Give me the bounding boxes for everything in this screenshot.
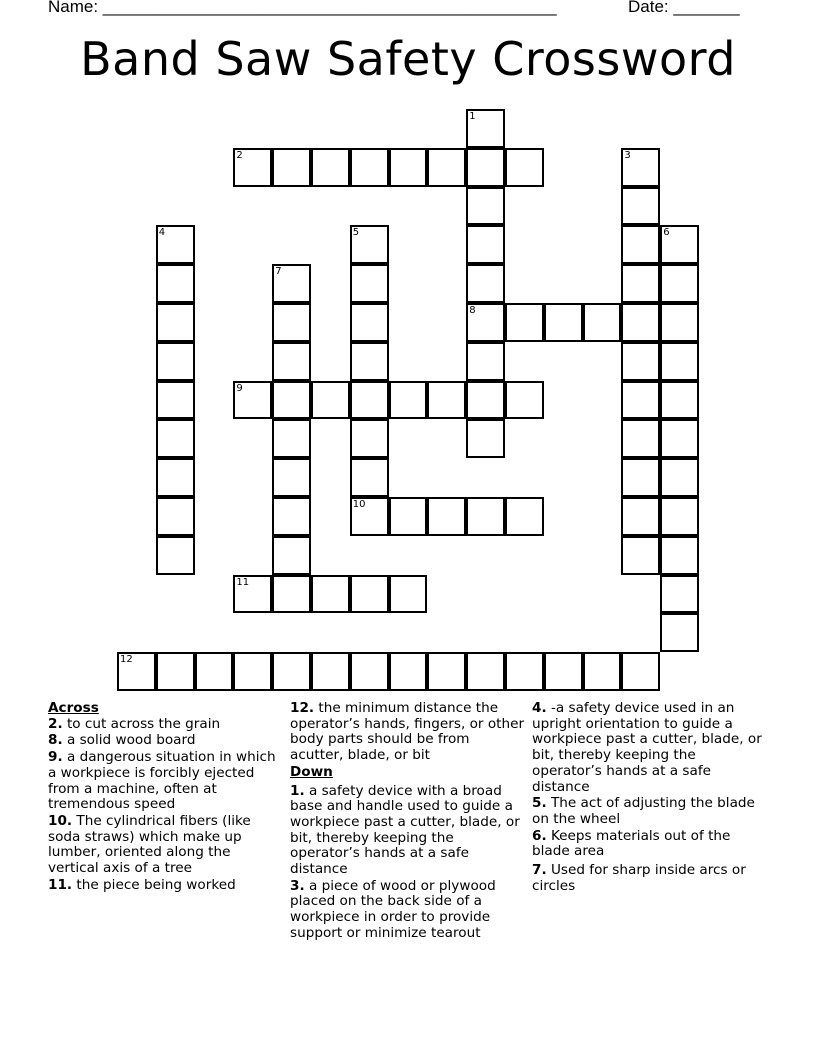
- crossword-cell[interactable]: [427, 381, 466, 420]
- cell-number: 4: [158, 227, 166, 239]
- crossword-cell[interactable]: [544, 303, 583, 342]
- clue-across-12: [290, 701, 526, 764]
- crossword-cell[interactable]: [621, 148, 660, 187]
- cell-number: 9: [236, 382, 243, 394]
- date-field-label: Date: _______: [628, 0, 740, 16]
- clue-number: 12.: [290, 700, 315, 716]
- crossword-cell[interactable]: [621, 187, 660, 226]
- crossword-cell[interactable]: [350, 419, 389, 458]
- crossword-cell[interactable]: [660, 264, 699, 303]
- clue-across-2: [48, 717, 284, 733]
- crossword-cell[interactable]: [389, 575, 428, 614]
- clues-column-2: [290, 701, 526, 943]
- cell-number: 5: [352, 227, 360, 239]
- crossword-cell[interactable]: [389, 381, 428, 420]
- crossword-cell[interactable]: [272, 303, 311, 342]
- crossword-cell[interactable]: [466, 148, 505, 187]
- clue-down-1: [290, 784, 526, 878]
- crossword-cell[interactable]: [350, 264, 389, 303]
- crossword-cell[interactable]: [350, 458, 389, 497]
- crossword-cell[interactable]: [156, 303, 195, 342]
- crossword-cell[interactable]: [505, 652, 544, 691]
- crossword-cell[interactable]: [233, 652, 272, 691]
- crossword-cell[interactable]: [156, 497, 195, 536]
- clue-down-3: [290, 879, 526, 942]
- crossword-cell[interactable]: [466, 497, 505, 536]
- cell-number: 1: [469, 111, 476, 122]
- page-title: Band Saw Safety Crossword: [80, 32, 736, 86]
- crossword-cell[interactable]: [466, 109, 505, 148]
- crossword-cell[interactable]: [311, 575, 350, 614]
- clue-text: the minimum distance the operator’s hands, fingers, or other body parts should be from acutter, blade, or bit: [290, 700, 525, 764]
- crossword-cell[interactable]: [660, 381, 699, 420]
- clue-text: The cylindrical fibers (like soda straws) which make up lumber, oriented along the vertical axis of a tree: [48, 812, 251, 877]
- crossword-cell[interactable]: [660, 342, 699, 381]
- crossword-cell[interactable]: [389, 652, 428, 691]
- crossword-cell[interactable]: [466, 187, 505, 226]
- crossword-cell[interactable]: [156, 264, 195, 303]
- clue-text: the piece being worked: [72, 876, 236, 893]
- crossword-cell[interactable]: [427, 148, 466, 187]
- cell-number: 7: [275, 266, 282, 278]
- clue-number: 5.: [532, 795, 547, 812]
- crossword-cell[interactable]: [350, 381, 389, 420]
- clue-text: a piece of wood or plywood placed on the back side of a workpiece in order to provide support or minimize tearout: [290, 877, 496, 941]
- crossword-cell[interactable]: [350, 225, 389, 264]
- clue-across-9: [48, 750, 284, 813]
- crossword-cell[interactable]: [466, 419, 505, 458]
- clue-down-4: [532, 701, 768, 795]
- cell-number: 11: [236, 576, 250, 588]
- crossword-cell[interactable]: [621, 458, 660, 497]
- cell-number: 6: [663, 227, 670, 239]
- clue-text: to cut across the grain: [62, 715, 221, 732]
- cell-number: 12: [120, 654, 133, 666]
- crossword-cell[interactable]: [272, 148, 311, 187]
- crossword-cell[interactable]: [505, 303, 544, 342]
- clue-across-8: [48, 733, 284, 749]
- cell-number: 2: [236, 149, 243, 161]
- crossword-cell[interactable]: [660, 536, 699, 575]
- clue-number: 10.: [48, 812, 73, 829]
- cell-number: 3: [624, 149, 631, 161]
- clues-column-3: [532, 701, 768, 895]
- crossword-cell[interactable]: [621, 303, 660, 342]
- crossword-cell[interactable]: [350, 575, 389, 614]
- crossword-cell[interactable]: [156, 381, 195, 420]
- clue-number: 2.: [48, 715, 63, 732]
- clue-text: a safety device with a broad base and handle used to guide a workpiece past a cutter, blade, or bit, thereby keeping the operator’s hands at a safe distance: [290, 782, 520, 878]
- across-heading: Across: [48, 700, 99, 716]
- clue-text: The act of adjusting the blade on the wheel: [532, 795, 755, 827]
- crossword-cell[interactable]: [350, 497, 389, 536]
- crossword-cell[interactable]: [427, 652, 466, 691]
- clue-text: Keeps materials out of the blade area: [532, 827, 731, 860]
- crossword-cell[interactable]: [466, 225, 505, 264]
- clue-number: 4.: [532, 700, 547, 716]
- crossword-cell[interactable]: [350, 342, 389, 381]
- crossword-cell[interactable]: [233, 148, 272, 187]
- crossword-cell[interactable]: [660, 613, 699, 652]
- crossword-cell[interactable]: [117, 652, 156, 691]
- cell-number: 8: [469, 305, 476, 316]
- clue-text: a dangerous situation in which a workpiece is forcibly ejected from a machine, often at tremendous speed: [48, 749, 276, 813]
- crossword-cell[interactable]: [233, 575, 272, 614]
- crossword-cell[interactable]: [272, 458, 311, 497]
- clue-text: -a safety device used in an upright orientation to guide a workpiece past a cutter, blade, or bit, thereby keeping the operator’s hands at a safe distance: [532, 700, 762, 795]
- crossword-cell[interactable]: [583, 303, 622, 342]
- clue-text: a solid wood board: [62, 732, 196, 749]
- crossword-cell[interactable]: [660, 303, 699, 342]
- crossword-cell[interactable]: [621, 342, 660, 381]
- crossword-cell[interactable]: [272, 264, 311, 303]
- clue-number: 6.: [532, 827, 547, 844]
- crossword-cell[interactable]: [272, 497, 311, 536]
- crossword-cell[interactable]: [466, 264, 505, 303]
- crossword-cell[interactable]: [311, 652, 350, 691]
- crossword-cell[interactable]: [156, 342, 195, 381]
- crossword-cell[interactable]: [350, 303, 389, 342]
- crossword-cell[interactable]: [621, 497, 660, 536]
- crossword-cell[interactable]: [621, 225, 660, 264]
- clue-number: 1.: [290, 782, 305, 799]
- crossword-cell[interactable]: [621, 536, 660, 575]
- crossword-cell[interactable]: [195, 652, 234, 691]
- crossword-cell[interactable]: [389, 497, 428, 536]
- crossword-cell[interactable]: [544, 652, 583, 691]
- crossword-cell[interactable]: [660, 225, 699, 264]
- crossword-cell[interactable]: [621, 264, 660, 303]
- crossword-cell[interactable]: [583, 652, 622, 691]
- clue-number: 9.: [48, 749, 63, 766]
- clues-column-1: [48, 701, 284, 894]
- crossword-cell[interactable]: [660, 497, 699, 536]
- crossword-cell[interactable]: [466, 652, 505, 691]
- clue-down-7: [532, 863, 768, 894]
- clue-across-11: [48, 878, 284, 894]
- crossword-cell[interactable]: [466, 342, 505, 381]
- crossword-cell[interactable]: [156, 458, 195, 497]
- crossword-cell[interactable]: [272, 381, 311, 420]
- crossword-cell[interactable]: [621, 381, 660, 420]
- clue-number: 7.: [532, 862, 547, 879]
- crossword-cell[interactable]: [272, 536, 311, 575]
- crossword-cell[interactable]: [621, 652, 660, 691]
- crossword-cell[interactable]: [505, 497, 544, 536]
- crossword-cell[interactable]: [156, 536, 195, 575]
- crossword-cell[interactable]: [389, 148, 428, 187]
- crossword-cell[interactable]: [350, 148, 389, 187]
- crossword-cell[interactable]: [272, 419, 311, 458]
- crossword-cell[interactable]: [156, 419, 195, 458]
- clue-text: Used for sharp inside arcs or circles: [532, 862, 746, 894]
- crossword-cell[interactable]: [660, 575, 699, 614]
- crossword-cell[interactable]: [233, 381, 272, 420]
- clue-down-6: [532, 829, 768, 860]
- crossword-cell[interactable]: [156, 652, 195, 691]
- clue-number: 3.: [290, 877, 305, 894]
- crossword-cell[interactable]: [272, 652, 311, 691]
- crossword-cell[interactable]: [156, 225, 195, 264]
- crossword-cell[interactable]: [272, 575, 311, 614]
- crossword-cell[interactable]: [660, 419, 699, 458]
- crossword-cell[interactable]: [466, 381, 505, 420]
- name-field-label: Name: ________________________________________________: [48, 0, 557, 16]
- crossword-cell[interactable]: [466, 303, 505, 342]
- crossword-cell[interactable]: [311, 148, 350, 187]
- crossword-cell[interactable]: [427, 497, 466, 536]
- crossword-cell[interactable]: [660, 458, 699, 497]
- crossword-cell[interactable]: [350, 652, 389, 691]
- clue-across-10: [48, 814, 284, 877]
- crossword-cell[interactable]: [621, 419, 660, 458]
- down-heading: Down: [290, 763, 333, 780]
- crossword-cell[interactable]: [505, 381, 544, 420]
- crossword-cell[interactable]: [311, 381, 350, 420]
- clue-down-5: [532, 796, 768, 827]
- cell-number: 10: [352, 499, 366, 510]
- crossword-cell[interactable]: [505, 148, 544, 187]
- clue-number: 8.: [48, 732, 63, 749]
- clue-number: 11.: [48, 876, 73, 893]
- crossword-cell[interactable]: [272, 342, 311, 381]
